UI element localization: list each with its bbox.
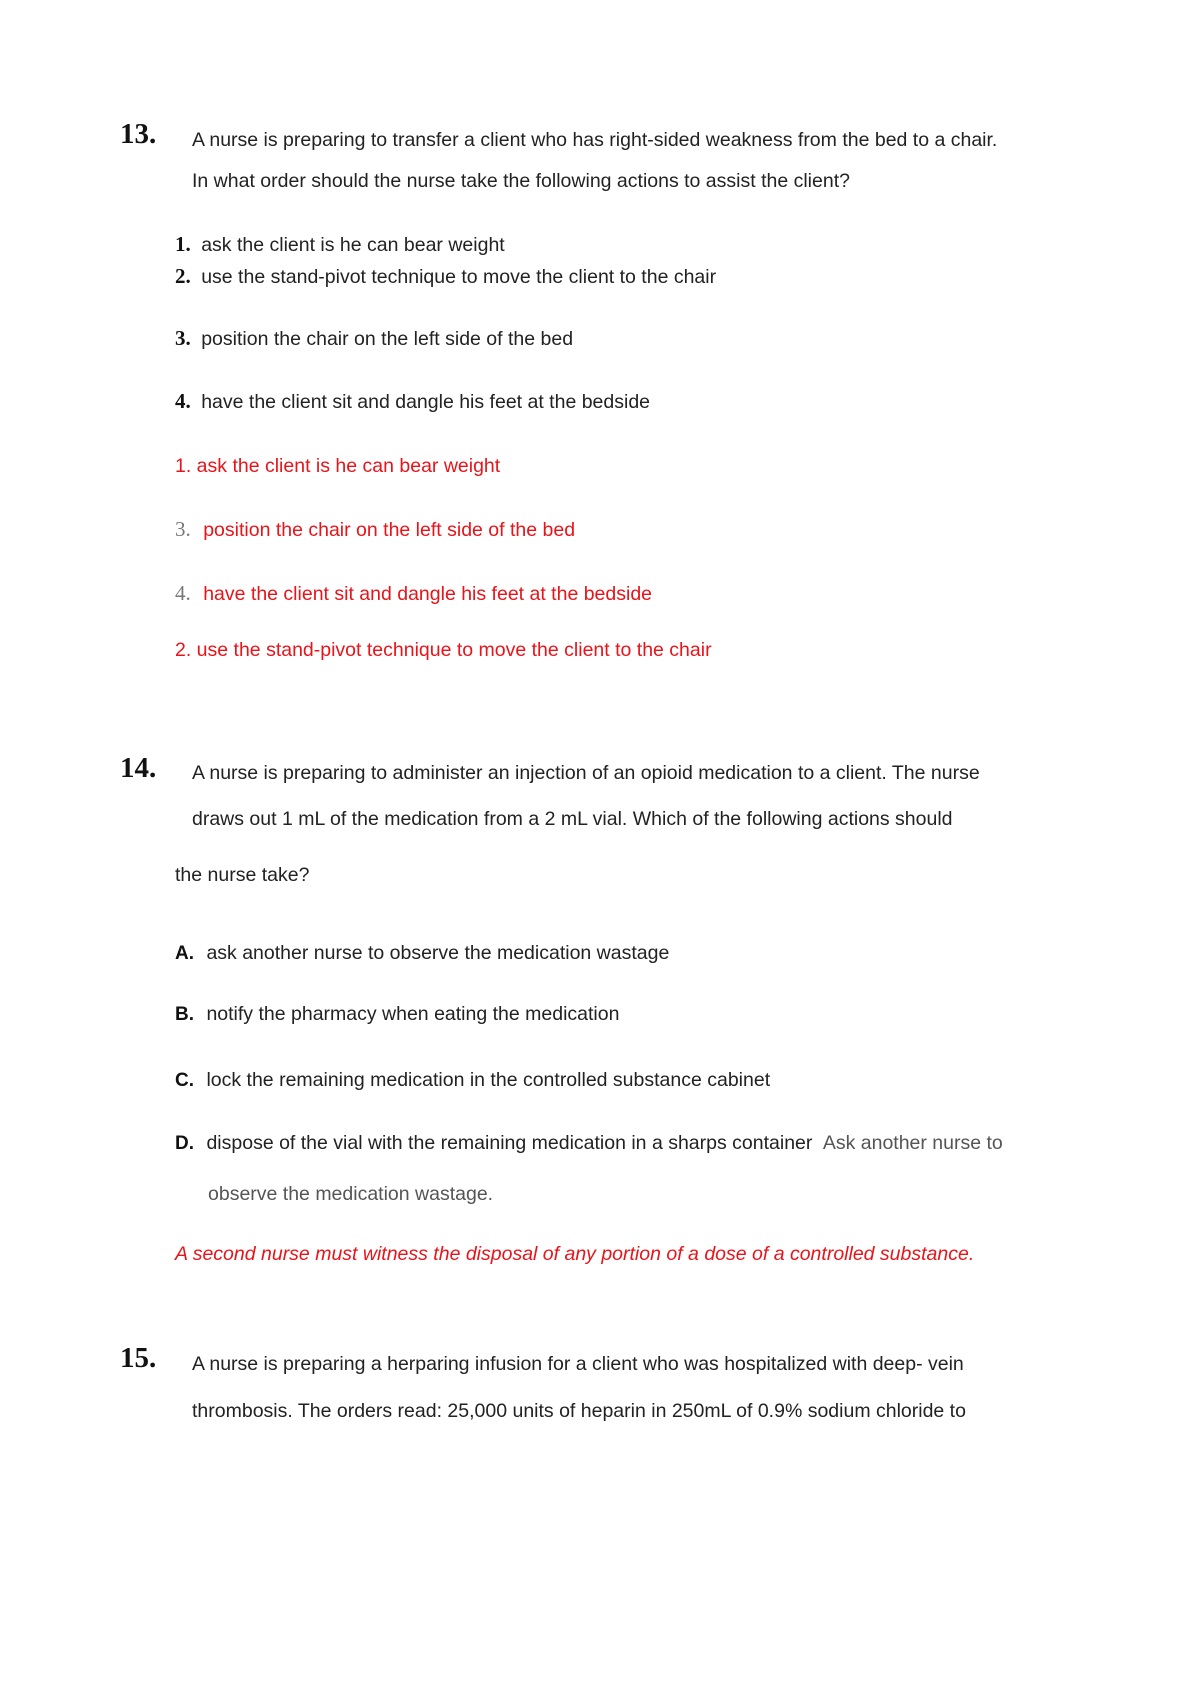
question-14-answer-continued: observe the medication wastage. [208, 1183, 494, 1205]
option-text: position the chair on the left side of the bed [201, 328, 574, 350]
question-13-answer-step-3 [175, 581, 652, 606]
question-14-option-c [175, 1070, 770, 1092]
option-text: use the stand-pivot technique to move the client to the chair [201, 266, 717, 288]
option-text: ask the client is he can bear weight [201, 234, 505, 256]
question-15-stem-line-2: thrombosis. The orders read: 25,000 units of heparin in 250mL of 0.9% sodium chloride to [192, 1400, 966, 1422]
question-14-option-a [175, 943, 669, 965]
question-13-stem-line-2: In what order should the nurse take the following actions to assist the client? [192, 170, 850, 192]
question-13-answer-step-2 [175, 517, 575, 542]
question-14-stem-line-2: draws out 1 mL of the medication from a 2 mL vial. Which of the following actions should [192, 808, 953, 830]
answer-number: 3. [175, 517, 191, 541]
option-letter: B. [175, 1004, 194, 1025]
question-15-stem-line-1: A nurse is preparing a herparing infusion for a client who was hospitalized with deep- vein [192, 1353, 964, 1375]
option-letter: A. [175, 943, 194, 964]
answer-text: position the chair on the left side of the bed [203, 519, 576, 541]
option-number: 4. [175, 389, 191, 413]
question-14-number: 14. [120, 752, 157, 784]
answer-text: Ask another nurse to [822, 1132, 1003, 1154]
option-number: 3. [175, 326, 191, 350]
option-text: lock the remaining medication in the controlled substance cabinet [206, 1069, 771, 1091]
question-13-answer-step-4: 2. use the stand-pivot technique to move the client to the chair [175, 639, 712, 661]
question-14-stem-line-1: A nurse is preparing to administer an injection of an opioid medication to a client. The nurse [192, 762, 980, 784]
option-text: notify the pharmacy when eating the medication [206, 1003, 620, 1025]
question-14-rationale: A second nurse must witness the disposal of any portion of a dose of a controlled substance. [175, 1243, 975, 1265]
option-number: 1. [175, 232, 191, 256]
question-13-option-3 [175, 326, 573, 351]
question-14-option-d [175, 1133, 1003, 1155]
answer-number: 4. [175, 581, 191, 605]
question-14-option-b [175, 1004, 619, 1026]
question-13-answer-step-1: 1. ask the client is he can bear weight [175, 455, 501, 477]
option-letter: C. [175, 1070, 194, 1091]
question-13-option-2 [175, 264, 716, 289]
question-14-stem-line-3: the nurse take? [175, 864, 310, 886]
option-text: ask another nurse to observe the medication wastage [206, 942, 670, 964]
option-text: have the client sit and dangle his feet at the bedside [201, 391, 651, 413]
option-letter: D. [175, 1133, 194, 1154]
question-13-stem-line-1: A nurse is preparing to transfer a client who has right-sided weakness from the bed to a chair. [192, 129, 998, 151]
option-text: dispose of the vial with the remaining medication in a sharps container [206, 1132, 813, 1154]
question-15-number: 15. [120, 1342, 157, 1374]
question-13-option-1 [175, 232, 505, 257]
question-13-option-4 [175, 389, 650, 414]
option-number: 2. [175, 264, 191, 288]
answer-text: have the client sit and dangle his feet at the bedside [203, 583, 653, 605]
question-13-number: 13. [120, 118, 157, 150]
